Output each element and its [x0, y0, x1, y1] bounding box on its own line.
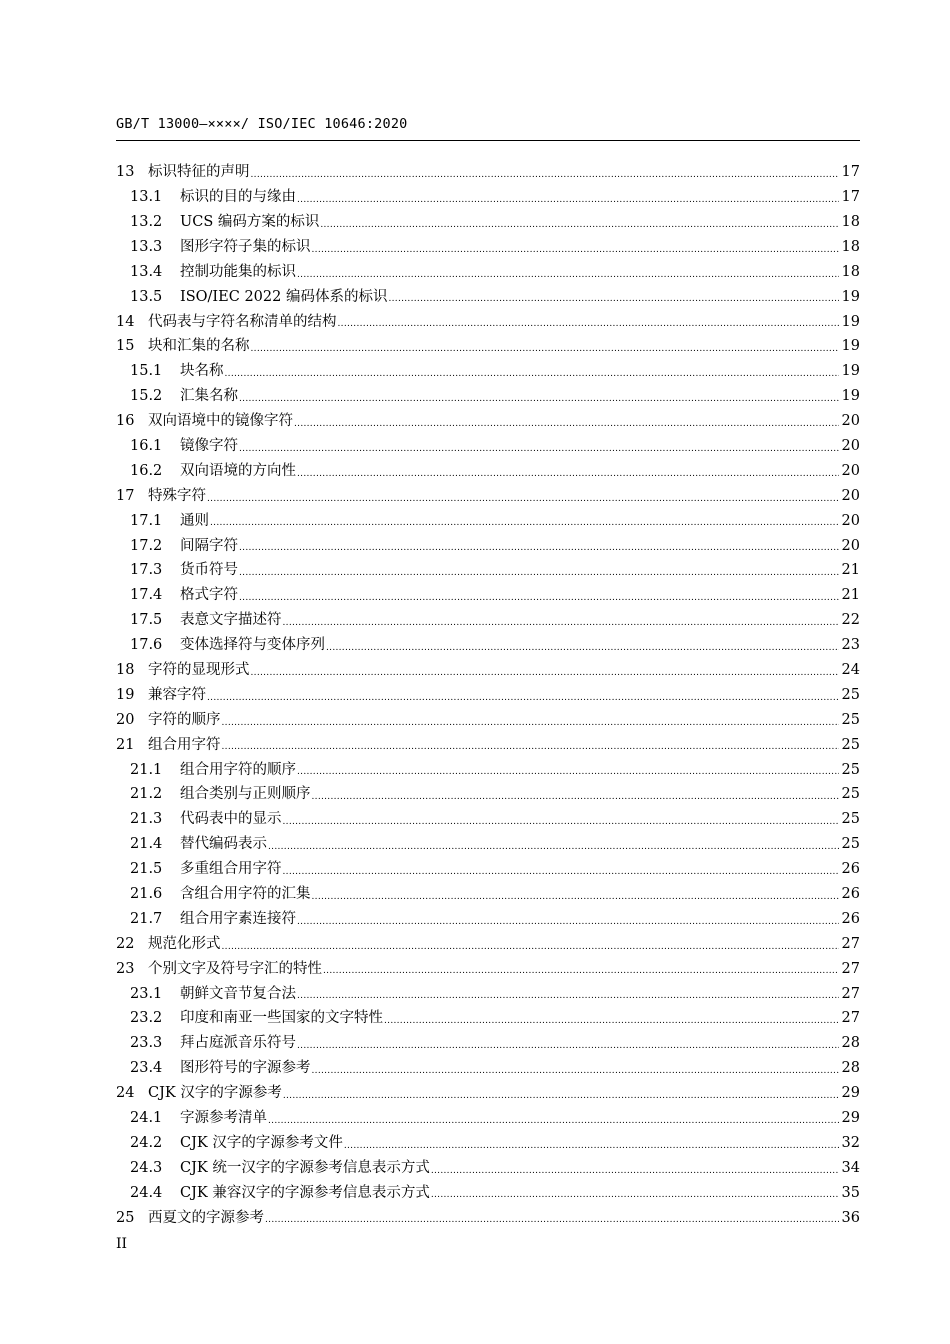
dot-leader	[344, 1142, 839, 1151]
toc-entry-page: 19	[841, 388, 860, 405]
toc-entry[interactable]	[116, 185, 860, 210]
toc-entry-page: 18	[841, 238, 860, 255]
toc-entry-title: 块名称	[180, 363, 224, 380]
toc-entry-page: 21	[841, 587, 860, 604]
dot-leader	[239, 569, 839, 578]
toc-entry[interactable]	[116, 434, 860, 459]
dot-leader	[294, 420, 839, 429]
toc-entry-number: 13.5	[130, 288, 163, 305]
toc-entry-title: 货币符号	[180, 562, 238, 579]
toc-entry[interactable]	[116, 1106, 860, 1131]
toc-entry[interactable]	[116, 882, 860, 907]
toc-entry-title: CJK 兼容汉字的字源参考信息表示方式	[180, 1184, 430, 1201]
toc-entry-number: 17.3	[130, 562, 163, 579]
toc-entry-page: 25	[841, 786, 860, 803]
dot-leader	[222, 743, 840, 752]
toc-entry-title: UCS 编码方案的标识	[180, 213, 320, 230]
toc-entry-page: 27	[841, 935, 860, 952]
toc-entry-title: CJK 汉字的字源参考	[148, 1085, 282, 1102]
dot-leader	[312, 893, 840, 902]
toc-entry-number: 17.4	[130, 587, 163, 604]
dot-leader	[283, 619, 840, 628]
toc-entry-number: 21	[116, 736, 135, 753]
toc-entry-page: 20	[841, 512, 860, 529]
toc-entry[interactable]	[116, 782, 860, 807]
toc-entry-title: 双向语境中的镜像字符	[148, 413, 293, 430]
toc-entry[interactable]	[116, 1006, 860, 1031]
toc-entry-title: 标识特征的声明	[148, 164, 250, 181]
dot-leader	[338, 320, 840, 329]
header-rule	[116, 140, 860, 141]
toc-entry-page: 17	[841, 189, 860, 206]
toc-entry-title: ISO/IEC 2022 编码体系的标识	[180, 288, 388, 305]
toc-entry[interactable]	[116, 981, 860, 1006]
toc-entry[interactable]	[116, 409, 860, 434]
toc-entry-page: 22	[841, 612, 860, 629]
toc-entry-title: 图形符号的字源参考	[180, 1060, 311, 1077]
dot-leader	[297, 768, 839, 777]
toc-entry-title: CJK 统一汉字的字源参考信息表示方式	[180, 1159, 430, 1176]
toc-entry-title: 个别文字及符号字汇的特性	[148, 960, 322, 977]
toc-entry[interactable]	[116, 583, 860, 608]
toc-entry[interactable]	[116, 210, 860, 235]
toc-entry[interactable]	[116, 633, 860, 658]
toc-entry-title: 汇集名称	[180, 388, 238, 405]
toc-entry-page: 20	[841, 437, 860, 454]
toc-entry-title: 字符的显现形式	[148, 662, 250, 678]
toc-entry[interactable]	[116, 309, 860, 334]
toc-entry-title: 间隔字符	[180, 537, 238, 554]
dot-leader	[384, 1017, 839, 1026]
toc-entry-page: 21	[841, 562, 860, 579]
toc-entry-number: 13.3	[130, 238, 163, 255]
toc-entry-number: 23.2	[130, 1010, 163, 1027]
toc-entry-title: 表意文字描述符	[180, 612, 282, 629]
toc-entry-title: 格式字符	[180, 587, 238, 604]
dot-leader	[207, 694, 839, 703]
dot-leader	[312, 793, 840, 802]
toc-entry-title: CJK 汉字的字源参考文件	[180, 1134, 343, 1151]
toc-entry-title: 印度和南亚一些国家的文字特性	[180, 1010, 383, 1027]
toc-entry-title: 字符的顺序	[148, 711, 221, 728]
toc-entry-page: 24	[841, 662, 860, 678]
toc-entry-number: 13.2	[130, 213, 163, 230]
toc-entry-title: 代码表与字符名称清单的结构	[148, 313, 337, 330]
toc-entry-page: 25	[841, 686, 860, 703]
toc-entry-page: 32	[841, 1134, 860, 1151]
dot-leader	[225, 370, 840, 379]
toc-entry-page: 17	[841, 164, 860, 181]
dot-leader	[268, 1117, 839, 1126]
dot-leader	[251, 669, 840, 678]
dot-leader	[207, 495, 839, 504]
toc-entry[interactable]	[116, 235, 860, 260]
toc-entry-title: 镜像字符	[180, 437, 238, 454]
dot-leader	[222, 943, 840, 952]
toc-entry-page: 19	[841, 288, 860, 305]
toc-entry-page: 19	[841, 338, 860, 355]
dot-leader	[239, 445, 839, 454]
toc-entry-title: 规范化形式	[148, 935, 221, 952]
toc-entry-number: 16.2	[130, 462, 163, 479]
toc-entry[interactable]	[116, 732, 860, 757]
toc-entry[interactable]	[116, 558, 860, 583]
toc-entry-page: 25	[841, 836, 860, 853]
dot-leader	[251, 171, 840, 180]
toc-entry-number: 17.1	[130, 512, 163, 529]
toc-entry-number: 17.6	[130, 637, 163, 654]
toc-entry-number: 15	[116, 338, 135, 355]
toc-entry[interactable]	[116, 1156, 860, 1181]
toc-entry-page: 19	[841, 313, 860, 330]
toc-entry-page: 26	[841, 886, 860, 903]
toc-entry-page: 28	[841, 1035, 860, 1052]
toc-entry[interactable]	[116, 359, 860, 384]
dot-leader	[222, 719, 840, 728]
dot-leader	[326, 644, 839, 653]
toc-entry-title: 组合类别与正则顺序	[180, 786, 311, 803]
toc-entry-page: 29	[841, 1110, 860, 1127]
toc-entry[interactable]	[116, 832, 860, 857]
dot-leader	[431, 1167, 839, 1176]
toc-entry-page: 23	[841, 637, 860, 654]
dot-leader	[239, 594, 839, 603]
toc-entry[interactable]	[116, 1181, 860, 1206]
toc-entry-title: 图形字符子集的标识	[180, 238, 311, 255]
toc-entry-title: 替代编码表示	[180, 836, 267, 853]
toc-entry-title: 变体选择符与变体序列	[180, 637, 325, 654]
toc-entry-title: 多重组合用字符	[180, 861, 282, 878]
toc-entry-number: 18	[116, 662, 135, 678]
toc-entry-number: 17	[116, 487, 135, 504]
toc-entry-page: 20	[841, 487, 860, 504]
toc-entry[interactable]	[116, 284, 860, 309]
toc-entry-title: 含组合用字符的汇集	[180, 886, 311, 903]
toc-entry[interactable]	[116, 1081, 860, 1106]
toc-entry-title: 组合用字素连接符	[180, 910, 296, 927]
toc-entry-page: 25	[841, 736, 860, 753]
toc-entry-title: 拜占庭派音乐符号	[180, 1035, 296, 1052]
toc-entry-number: 24.2	[130, 1134, 163, 1151]
toc-entry-number: 23.3	[130, 1035, 163, 1052]
toc-entry-title: 朝鲜文音节复合法	[180, 985, 296, 1002]
toc-entry-number: 13.4	[130, 263, 163, 280]
toc-entry-title: 西夏文的字源参考	[148, 1209, 264, 1226]
dot-leader	[320, 221, 839, 230]
toc-entry-number: 23	[116, 960, 135, 977]
toc-entry-number: 21.7	[130, 910, 163, 927]
toc-entry-number: 24.3	[130, 1159, 163, 1176]
dot-leader	[268, 843, 839, 852]
table-of-contents	[116, 160, 860, 1230]
toc-entry-page: 18	[841, 263, 860, 280]
toc-entry-title: 控制功能集的标识	[180, 263, 296, 280]
dot-leader	[297, 271, 839, 280]
dot-leader	[312, 1067, 840, 1076]
dot-leader	[239, 395, 839, 404]
toc-entry-title: 兼容字符	[148, 686, 206, 703]
toc-entry-number: 21.5	[130, 861, 163, 878]
dot-leader	[251, 345, 840, 354]
dot-leader	[312, 246, 840, 255]
toc-entry-number: 21.2	[130, 786, 163, 803]
toc-entry[interactable]	[116, 533, 860, 558]
toc-entry-page: 19	[841, 363, 860, 380]
toc-entry-number: 15.1	[130, 363, 163, 380]
toc-entry-number: 17.2	[130, 537, 163, 554]
toc-entry-title: 字源参考清单	[180, 1110, 267, 1127]
toc-entry-number: 23.1	[130, 985, 163, 1002]
toc-entry-title: 代码表中的显示	[180, 811, 282, 828]
dot-leader	[431, 1191, 839, 1200]
toc-entry-number: 13	[116, 164, 135, 181]
toc-entry-page: 35	[841, 1184, 860, 1201]
dot-leader	[323, 967, 839, 976]
toc-entry-number: 16	[116, 413, 135, 430]
dot-leader	[297, 1042, 839, 1051]
toc-entry-number: 13.1	[130, 189, 163, 206]
toc-entry-page: 27	[841, 1010, 860, 1027]
toc-entry-title: 组合用字符	[148, 736, 221, 753]
dot-leader	[388, 295, 839, 304]
dot-leader	[297, 918, 839, 927]
toc-entry[interactable]	[116, 957, 860, 982]
toc-entry-page: 18	[841, 213, 860, 230]
toc-entry-number: 24.1	[130, 1110, 163, 1127]
toc-entry[interactable]	[116, 608, 860, 633]
toc-entry[interactable]	[116, 459, 860, 484]
toc-entry[interactable]	[116, 160, 860, 185]
toc-entry-page: 26	[841, 861, 860, 878]
toc-entry-title: 通则	[180, 512, 209, 529]
toc-entry-page: 26	[841, 910, 860, 927]
toc-entry-title: 块和汇集的名称	[148, 338, 250, 355]
toc-entry-number: 21.4	[130, 836, 163, 853]
toc-entry-title: 双向语境的方向性	[180, 462, 296, 479]
toc-entry-number: 19	[116, 686, 135, 703]
document-header: GB/T 13000—××××/ ISO/IEC 10646:2020	[116, 116, 408, 132]
toc-entry[interactable]	[116, 508, 860, 533]
toc-entry-title: 组合用字符的顺序	[180, 761, 296, 778]
toc-entry-page: 27	[841, 985, 860, 1002]
toc-entry[interactable]	[116, 1205, 860, 1230]
toc-entry[interactable]	[116, 932, 860, 957]
toc-entry[interactable]	[116, 484, 860, 509]
toc-entry-page: 36	[841, 1209, 860, 1226]
dot-leader	[297, 992, 839, 1001]
toc-entry-number: 23.4	[130, 1060, 163, 1077]
dot-leader	[210, 519, 839, 528]
toc-entry[interactable]	[116, 807, 860, 832]
toc-entry-page: 20	[841, 537, 860, 554]
dot-leader	[283, 868, 840, 877]
toc-entry[interactable]	[116, 683, 860, 708]
toc-entry-page: 20	[841, 462, 860, 479]
toc-entry[interactable]	[116, 334, 860, 359]
dot-leader	[283, 818, 840, 827]
toc-entry-page: 29	[841, 1085, 860, 1102]
toc-entry[interactable]	[116, 708, 860, 733]
toc-entry-number: 22	[116, 935, 135, 952]
toc-entry-page: 25	[841, 811, 860, 828]
toc-entry-number: 24	[116, 1085, 135, 1102]
toc-entry[interactable]	[116, 658, 860, 683]
toc-entry-number: 21.6	[130, 886, 163, 903]
toc-entry[interactable]	[116, 384, 860, 409]
toc-entry[interactable]	[116, 1131, 860, 1156]
dot-leader	[283, 1092, 839, 1101]
toc-entry-number: 24.4	[130, 1184, 163, 1201]
toc-entry-title: 特殊字符	[148, 487, 206, 504]
toc-entry-number: 21.3	[130, 811, 163, 828]
toc-entry-number: 17.5	[130, 612, 163, 629]
toc-entry-page: 27	[841, 960, 860, 977]
toc-entry-page: 28	[841, 1060, 860, 1077]
toc-entry[interactable]	[116, 260, 860, 285]
toc-entry-page: 25	[841, 711, 860, 728]
dot-leader	[239, 544, 839, 553]
toc-entry-title: 标识的目的与缘由	[180, 189, 296, 206]
page-number: II	[116, 1236, 128, 1252]
toc-entry[interactable]	[116, 757, 860, 782]
toc-entry-number: 25	[116, 1209, 135, 1226]
toc-entry[interactable]	[116, 1031, 860, 1056]
dot-leader	[297, 470, 839, 479]
toc-entry[interactable]	[116, 907, 860, 932]
toc-entry-page: 20	[841, 413, 860, 430]
toc-entry-number: 16.1	[130, 437, 163, 454]
toc-entry-number: 20	[116, 711, 135, 728]
toc-entry[interactable]	[116, 857, 860, 882]
toc-entry-number: 14	[116, 313, 135, 330]
toc-entry-page: 34	[841, 1159, 860, 1176]
dot-leader	[297, 196, 839, 205]
toc-entry-number: 21.1	[130, 761, 163, 778]
toc-entry-page: 25	[841, 761, 860, 778]
dot-leader	[265, 1216, 839, 1225]
toc-entry-number: 15.2	[130, 388, 163, 405]
toc-entry[interactable]	[116, 1056, 860, 1081]
